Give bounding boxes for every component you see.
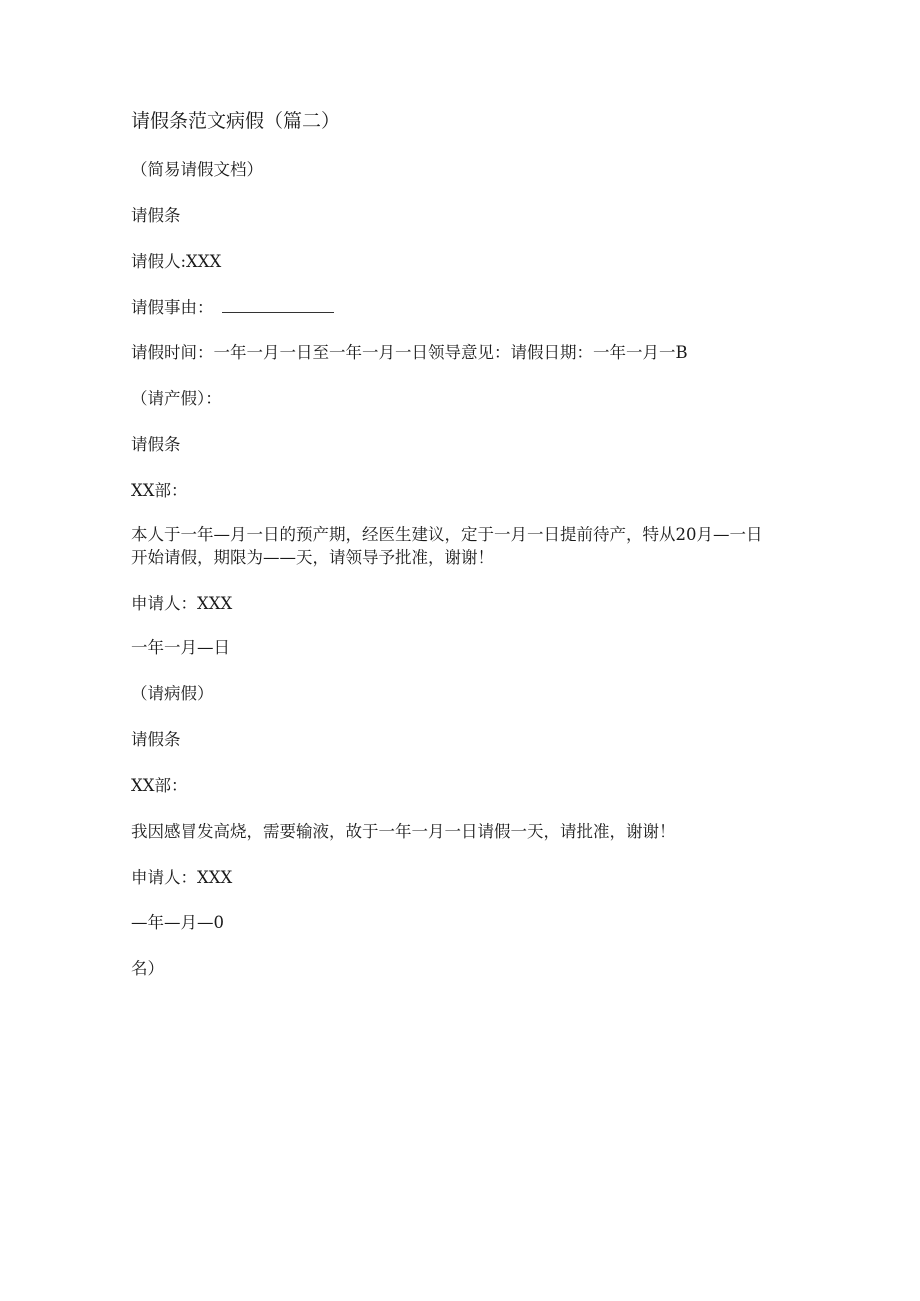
- applicant-signature: 申请人：XXX: [131, 594, 233, 613]
- leave-note-title: 请假条: [131, 435, 181, 454]
- recipient-line: XX部：: [131, 776, 188, 795]
- applicant-line: 请假人:XXX: [131, 252, 222, 271]
- leave-note-title: 请假条: [131, 206, 181, 225]
- recipient-line: XX部：: [131, 481, 188, 500]
- leave-time-line: 请假时间：一年一月一日至一年一月一日领导意见：请假日期：一年一月一B: [131, 343, 688, 362]
- applicant-signature: 申请人：XXX: [131, 868, 233, 887]
- document-title: 请假条范文病假（篇二）: [131, 110, 341, 132]
- reason-line: [131, 296, 334, 320]
- leave-note-title: 请假条: [131, 730, 181, 749]
- signature-date: —年—月—0: [131, 913, 224, 932]
- reason-blank: [222, 298, 334, 313]
- body-paragraph: 我因感冒发高烧，需要输液，故于一年一月一日请假一天，请批准，谢谢！: [131, 822, 676, 841]
- section-heading-maternity: （请产假）：: [131, 389, 222, 408]
- section-heading-simple: （简易请假文档）: [131, 160, 263, 179]
- trailing-text: 名）: [131, 959, 164, 978]
- section-heading-sick: （请病假）: [131, 684, 214, 703]
- body-paragraph-line-2: 开始请假，期限为——天，请领导予批准，谢谢！: [131, 548, 494, 567]
- signature-date: 一年一月—日: [131, 638, 230, 657]
- reason-label: 请假事由：: [131, 298, 214, 317]
- body-paragraph-line-1: 本人于一年—月一日的预产期，经医生建议，定于一月一日提前待产，特从20月—一日: [131, 525, 763, 544]
